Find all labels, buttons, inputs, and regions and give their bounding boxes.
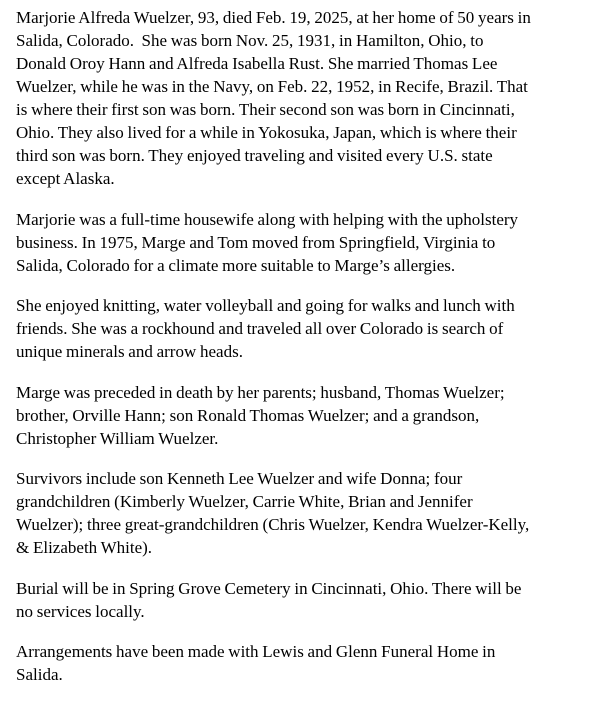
text-line: friends. She was a rockhound and traveled all over Colorado is search of	[16, 319, 504, 338]
obituary-body	[16, 6, 607, 686]
paragraph	[16, 381, 607, 450]
text-line: Burial will be in Spring Grove Cemetery in Cincinnati, Ohio. There will be	[16, 578, 522, 598]
text-line: business. In 1975, Marge and Tom moved from Springfield, Virginia to	[16, 232, 496, 252]
paragraph	[16, 640, 607, 686]
text-line: Wuelzer, while he was in the Navy, on Feb. 22, 1952, in Recife, Brazil. That	[16, 77, 528, 96]
text-line: unique minerals and arrow heads.	[16, 342, 243, 361]
text-line: except Alaska.	[16, 169, 115, 188]
text-line: Wuelzer); three great-grandchildren (Chris Wuelzer, Kendra Wuelzer-Kelly,	[16, 515, 530, 534]
paragraph	[16, 577, 607, 623]
text-line: third son was born. They enjoyed traveling and visited every U.S. state	[16, 146, 493, 165]
text-line: She enjoyed knitting, water volleyball and going for walks and lunch with	[16, 296, 515, 315]
text-line: Marjorie was a full-time housewife along with helping with the upholstery	[16, 209, 519, 229]
paragraph	[16, 294, 607, 363]
text-line: no services locally.	[16, 601, 145, 621]
text-line: Survivors include son Kenneth Lee Wuelzer and wife Donna; four	[16, 469, 463, 488]
text-line: brother, Orville Hann; son Ronald Thomas Wuelzer; and a grandson,	[16, 405, 480, 425]
text-line: Marge was preceded in death by her parents; husband, Thomas Wuelzer;	[16, 382, 505, 402]
paragraph	[16, 467, 607, 559]
paragraph	[16, 6, 607, 190]
text-line: is where their first son was born. Their second son was born in Cincinnati,	[16, 100, 515, 119]
text-line: Marjorie Alfreda Wuelzer, 93, died Feb. 19, 2025, at her home of 50 years in	[16, 8, 531, 27]
text-line: Ohio. They also lived for a while in Yokosuka, Japan, which is where their	[16, 123, 517, 142]
text-line: grandchildren (Kimberly Wuelzer, Carrie White, Brian and Jennifer	[16, 492, 473, 511]
paragraph	[16, 208, 607, 277]
text-line: & Elizabeth White).	[16, 538, 153, 557]
text-line: Salida, Colorado. She was born Nov. 25, 1931, in Hamilton, Ohio, to	[16, 31, 484, 50]
text-line: Salida.	[16, 665, 63, 684]
text-line: Salida, Colorado for a climate more suitable to Marge’s allergies.	[16, 255, 456, 275]
text-line: Donald Oroy Hann and Alfreda Isabella Rust. She married Thomas Lee	[16, 54, 498, 73]
text-line: Arrangements have been made with Lewis and Glenn Funeral Home in	[16, 642, 496, 661]
text-line: Christopher William Wuelzer.	[16, 428, 219, 448]
